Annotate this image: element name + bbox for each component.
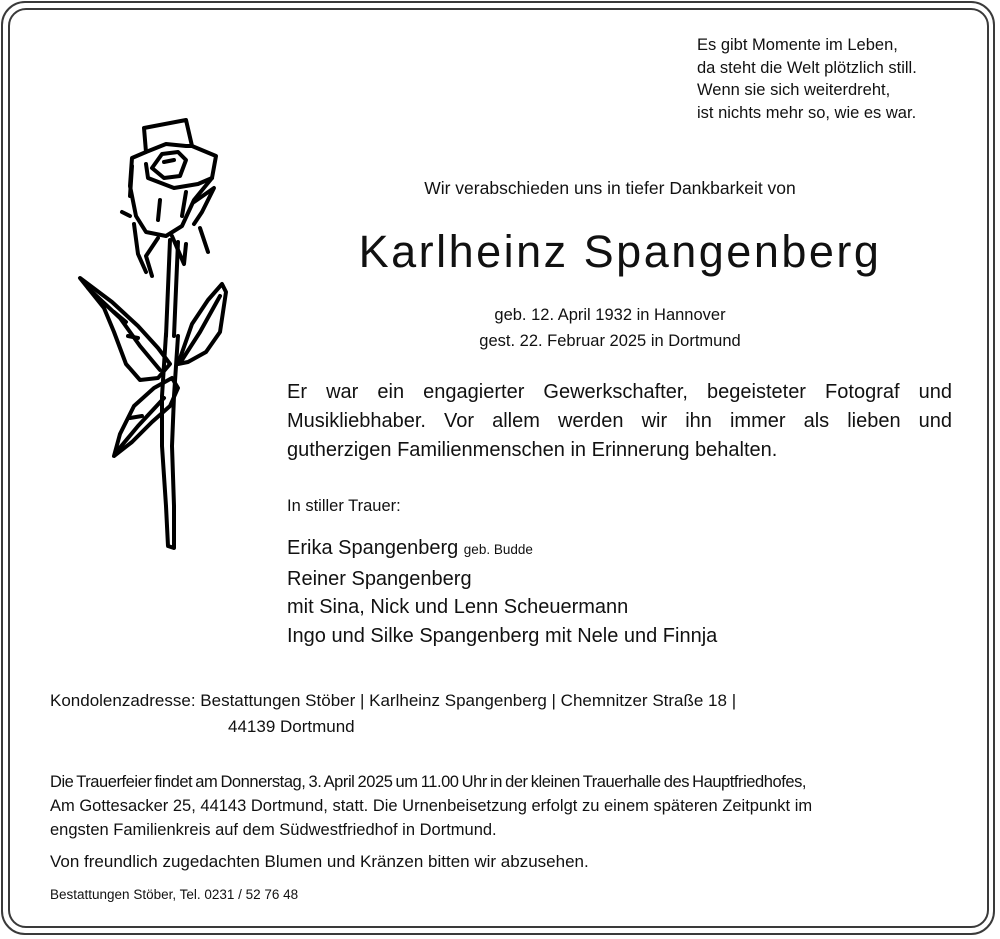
bio-line: Er war ein engagierter Gewerkschafter, begeisteter Fotograf und bbox=[287, 381, 952, 403]
funeral-home-contact: Bestattungen Stöber, Tel. 0231 / 52 76 48 bbox=[50, 887, 299, 902]
flowers-note: Von freundlich zugedachten Blumen und Kränzen bitten wir abzusehen. bbox=[50, 852, 589, 871]
mourner-entry bbox=[287, 534, 717, 565]
condolence-address bbox=[50, 688, 736, 740]
ceremony-info bbox=[50, 770, 955, 842]
mourner-entry: Ingo und Silke Spangenberg mit Nele und Finnja bbox=[287, 624, 718, 647]
deceased-name: Karlheinz Spangenberg bbox=[358, 226, 882, 277]
poem-line: ist nichts mehr so, wie es war. bbox=[697, 103, 917, 122]
mourner-entry: Reiner Spangenberg bbox=[287, 567, 472, 590]
mourner-name: Erika Spangenberg bbox=[287, 537, 459, 559]
mourners-list bbox=[287, 534, 717, 650]
maiden-name: geb. Budde bbox=[463, 542, 533, 557]
address-line: Kondolenzadresse: Bestattungen Stöber | Karlheinz Spangenberg | Chemnitzer Straße 18 | bbox=[50, 691, 737, 710]
ceremony-line: Die Trauerfeier findet am Donnerstag, 3. April 2025 um 11.00 Uhr in der kleinen Trauerhalle des Hauptfriedhofes, bbox=[50, 773, 807, 791]
poem-line: Es gibt Momente im Leben, bbox=[697, 36, 898, 54]
ceremony-line: engsten Familienkreis auf dem Südwestfriedhof in Dortmund. bbox=[50, 821, 497, 839]
mourner-entry: mit Sina, Nick und Lenn Scheuermann bbox=[287, 596, 629, 618]
death-date: gest. 22. Februar 2025 in Dortmund bbox=[479, 332, 741, 350]
birth-date: geb. 12. April 1932 in Hannover bbox=[494, 306, 726, 324]
biography bbox=[287, 378, 952, 465]
poem bbox=[697, 34, 917, 124]
address-line: 44139 Dortmund bbox=[228, 717, 355, 736]
ceremony-line: Am Gottesacker 25, 44143 Dortmund, statt. Die Urnenbeisetzung erfolgt zu einem späteren Zeitpunkt im bbox=[50, 797, 813, 815]
bio-line: gutherzigen Familienmenschen in Erinnerung behalten. bbox=[287, 439, 778, 461]
life-dates bbox=[280, 302, 940, 354]
poem-line: da steht die Welt plötzlich still. bbox=[697, 58, 917, 77]
bio-line: Musikliebhaber. Vor allem werden wir ihn immer als lieben und bbox=[287, 410, 952, 432]
intro-text: Wir verabschieden uns in tiefer Dankbarkeit von bbox=[424, 178, 796, 198]
poem-line: Wenn sie sich weiterdreht, bbox=[697, 81, 891, 99]
mourners-label: In stiller Trauer: bbox=[287, 497, 401, 515]
rose-icon bbox=[74, 116, 244, 556]
